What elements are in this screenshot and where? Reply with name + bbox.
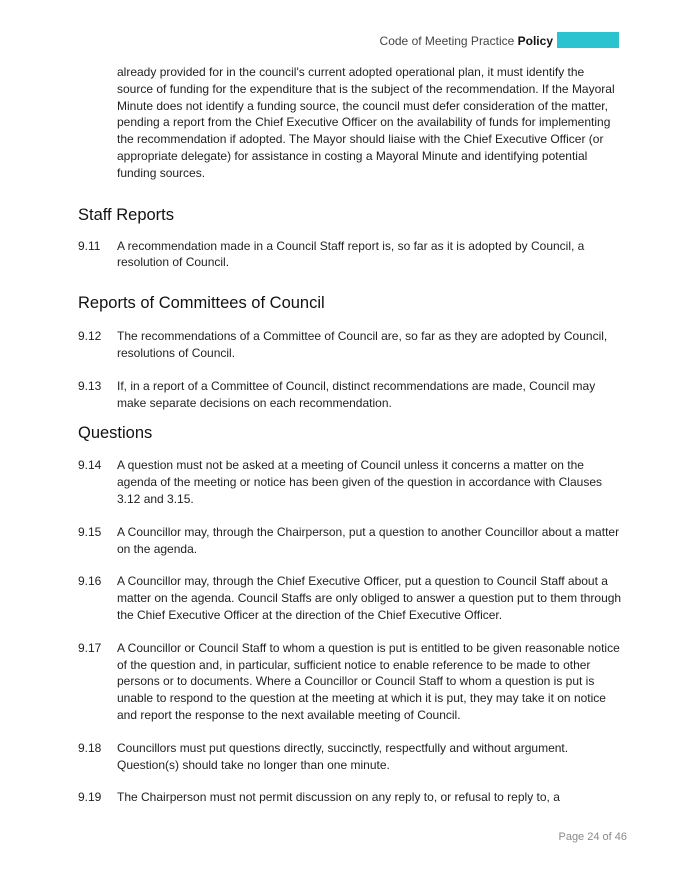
clause-9-14 bbox=[78, 457, 623, 507]
header-title bbox=[380, 34, 553, 48]
clause-number: 9.19 bbox=[78, 790, 102, 805]
clause-text: A recommendation made in a Council Staff report is, so far as it is adopted by Council, a resolution of Council. bbox=[117, 238, 585, 270]
clause-number: 9.12 bbox=[78, 329, 102, 344]
clause-9-11 bbox=[78, 238, 623, 272]
page-number: Page 24 of 46 bbox=[558, 831, 627, 843]
clause-number: 9.11 bbox=[78, 238, 101, 253]
clause-number: 9.17 bbox=[78, 640, 102, 655]
clause-text: A Councillor may, through the Chief Executive Officer, put a question to Council Staff about a matter on the agenda. Council Staffs are only obliged to answer a question put to them through the Chief Executive Officer at the direction of the Chief Executive Officer. bbox=[117, 574, 622, 622]
clause-9-15 bbox=[78, 524, 623, 558]
clause-text: A Councillor or Council Staff to whom a question is put is entitled to be given reasonable notice of the question and, in particular, sufficient notice to enable reference to be made to other persons or to documents. Where a Councillor or Council Staff to whom a question is put is unable to respond to the question at the meeting at which it is put, they may take it on notice and report the response to the next available meeting of Council. bbox=[117, 640, 620, 722]
clause-9-17 bbox=[78, 640, 623, 724]
intro-paragraph: already provided for in the council's current adopted operational plan, it must identify the source of funding for the expenditure that is the subject of the recommendation. If the Mayoral Minute does not identify a funding source, the council must defer consideration of the matter, pending a report from the Chief Executive Officer on the availability of funds for implementing the recommendation if adopted. The Mayor should liaise with the Chief Executive Officer (or appropriate delegate) for assistance in costing a Mayoral Minute and identifying potential funding sources. bbox=[117, 65, 615, 180]
clause-9-16 bbox=[78, 573, 623, 623]
clause-number: 9.18 bbox=[78, 740, 102, 755]
header-title-bold: Policy bbox=[517, 34, 553, 48]
clause-9-12 bbox=[78, 328, 623, 362]
clause-text: If, in a report of a Committee of Council, distinct recommendations are made, Council may make separate decisions on each recommendation. bbox=[117, 378, 596, 410]
header-title-text: Code of Meeting Practice bbox=[379, 34, 515, 48]
clause-number: 9.13 bbox=[78, 378, 102, 393]
clause-text: A Councillor may, through the Chairperson, put a question to another Councillor about a matter on the agenda. bbox=[117, 524, 620, 556]
section-heading-questions: Questions bbox=[78, 424, 153, 443]
clause-9-19 bbox=[78, 789, 623, 806]
document-body bbox=[78, 64, 623, 806]
section-heading-committees: Reports of Committees of Council bbox=[78, 294, 325, 313]
clause-number: 9.14 bbox=[78, 458, 102, 473]
clause-text: A question must not be asked at a meeting of Council unless it concerns a matter on the agenda of the meeting or notice has been given of the question in accordance with Clauses 3.12 and 3.15. bbox=[117, 458, 602, 506]
clause-text: The Chairperson must not permit discussion on any reply to, or refusal to reply to, a bbox=[117, 790, 560, 805]
clause-number: 9.16 bbox=[78, 574, 102, 589]
section-heading-staff-reports: Staff Reports bbox=[78, 205, 174, 224]
clause-text: The recommendations of a Committee of Council are, so far as they are adopted by Council, resolutions of Council. bbox=[117, 329, 608, 360]
clause-9-13 bbox=[78, 378, 623, 412]
clause-text: Councillors must put questions directly, succinctly, respectfully and without argument. Question(s) should take no longer than one minute. bbox=[117, 740, 569, 772]
header-accent-bar bbox=[557, 32, 619, 48]
clause-number: 9.15 bbox=[78, 524, 102, 539]
clause-9-18 bbox=[78, 740, 623, 774]
